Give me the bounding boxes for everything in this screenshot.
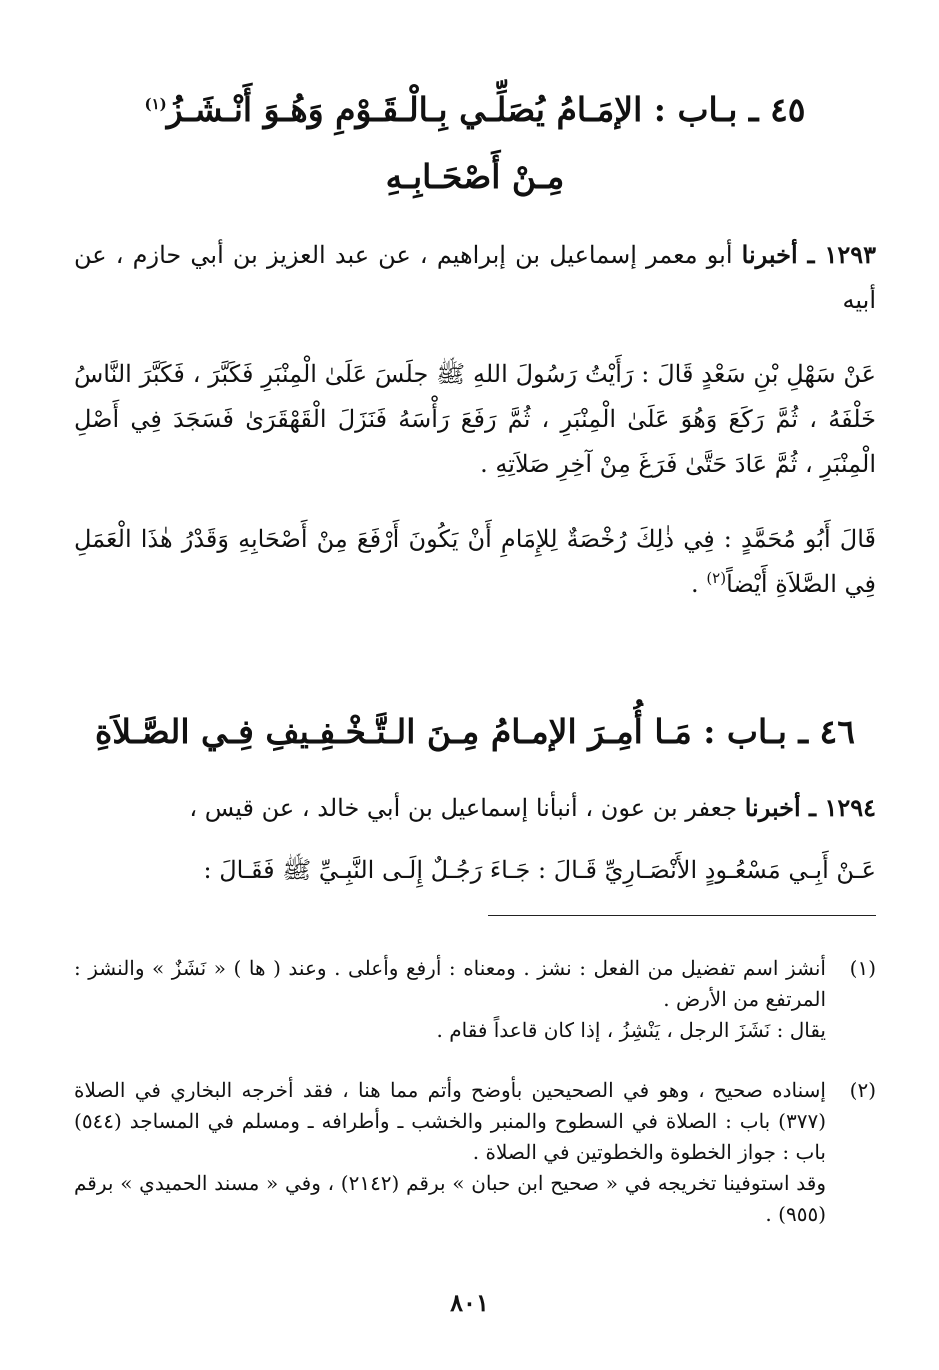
- page-number: ٨٠١: [450, 1288, 489, 1317]
- footnote-number: (١): [849, 956, 876, 980]
- footnote-divider: [488, 915, 876, 916]
- footnote-1: [74, 953, 876, 1046]
- hadith-1293-isnad: [74, 232, 876, 323]
- chapter-heading-45: [70, 88, 880, 133]
- chapter-heading-45-line2: مِـنْ أَصْحَـابِـهِ: [385, 157, 565, 196]
- footnote-line: وقد استوفينا تخريجه في « صحيح ابن حبان » برقم (٢١٤٢) ، وفي « مسند الحميدي » برقم (٩٥٥) .: [74, 1171, 826, 1226]
- footnote-line: يقال : نَشَزَ الرجل ، يَنْشِزُ ، إذا كان قاعداً فقام .: [436, 1018, 826, 1042]
- hadith-number: ١٢٩٤ ـ أخبرنا: [744, 793, 876, 822]
- comment-text: قَالَ أَبُو مُحَمَّدٍ : فِي ذٰلِكَ رُخْصَةٌ لِلإِمَامِ أَنْ يَكُونَ أَرْفَعَ مِنْ أَصْحَابِهِ وَقَدْرُ هٰذَا الْعَمَلِ فِي الصَّلاَةِ أَيْضاً: [74, 525, 876, 598]
- footnote-2: [74, 1075, 876, 1230]
- footnote-ref-1: (١): [144, 95, 167, 113]
- hadith-1293-comment: [74, 517, 876, 607]
- hadith-number: ١٢٩٣ ـ أخبرنا: [741, 240, 876, 269]
- hadith-1294-matn: عَـنْ أَبِـي مَسْعُـودٍ الأَنْصَـارِيِّ قَـالَ : جَـاءَ رَجُـلٌ إِلَـى النَّبِـيِّ ﷺ فَقَـالَ :: [203, 856, 876, 884]
- chapter-heading-46: ٤٦ ـ بـاب : مَـا أُمِـرَ الإمـامُ مِـنَ الـتَّـخْـفِـيفِ فِـي الصَّـلاَةِ: [95, 712, 855, 751]
- comment-end: .: [691, 570, 707, 598]
- chapter-title-45: ٤٥ ـ بـاب : الإمَـامُ يُصَلِّـي بِـالْـقَـوْمِ وَهُـوَ أَنْـشَـزُ: [166, 90, 806, 129]
- footnote-ref-2: (٢): [706, 569, 727, 587]
- isnad-text: أبو معمر إسماعيل بن إبراهيم ، عن عبد العزيز بن أبي حازم ، عن أبيه: [74, 241, 876, 314]
- footnote-line: أنشز اسم تفضيل من الفعل : نشز . ومعناه : أرفع وأعلى . وعند ( ها ) « نَشَزٌ » والنشز : المرتفع من الأرض .: [74, 956, 826, 1011]
- footnote-number: (٢): [849, 1078, 876, 1102]
- hadith-1293-matn: عَنْ سَهْلِ بْنِ سَعْدٍ قَالَ : رَأَيْتُ رَسُولَ اللهِ ﷺ جلَسَ عَلَىٰ الْمِنْبَرِ فَكَبَّرَ ، فَكَبَّرَ النَّاسُ خَلْفَهُ ، ثُمَّ رَكَعَ وَهُوَ عَلَىٰ الْمِنْبَرِ ، ثُمَّ رَفَعَ رَأْسَهُ فَنَزَلَ الْقَهْقَرَىٰ فَسَجَدَ فِي أَصْلِ الْمِنْبَرِ ، ثُمَّ عَادَ حَتَّىٰ فَرَغَ مِنْ آخِرِ صَلاَتِهِ .: [74, 360, 876, 478]
- footnote-line: إسناده صحيح ، وهو في الصحيحين بأوضح وأتم مما هنا ، فقد أخرجه البخاري في الصلاة (٣٧٧) باب : الصلاة في السطوح والمنبر والخشب ـ وأطرافه ـ ومسلم في المساجد (٥٤٤) باب : جواز الخطوة والخطوتين في الصلاة .: [74, 1078, 826, 1164]
- hadith-1294-isnad: [74, 785, 876, 831]
- isnad-text: جعفر بن عون ، أنبأنا إسماعيل بن أبي خالد ، عن قيس ،: [189, 794, 745, 822]
